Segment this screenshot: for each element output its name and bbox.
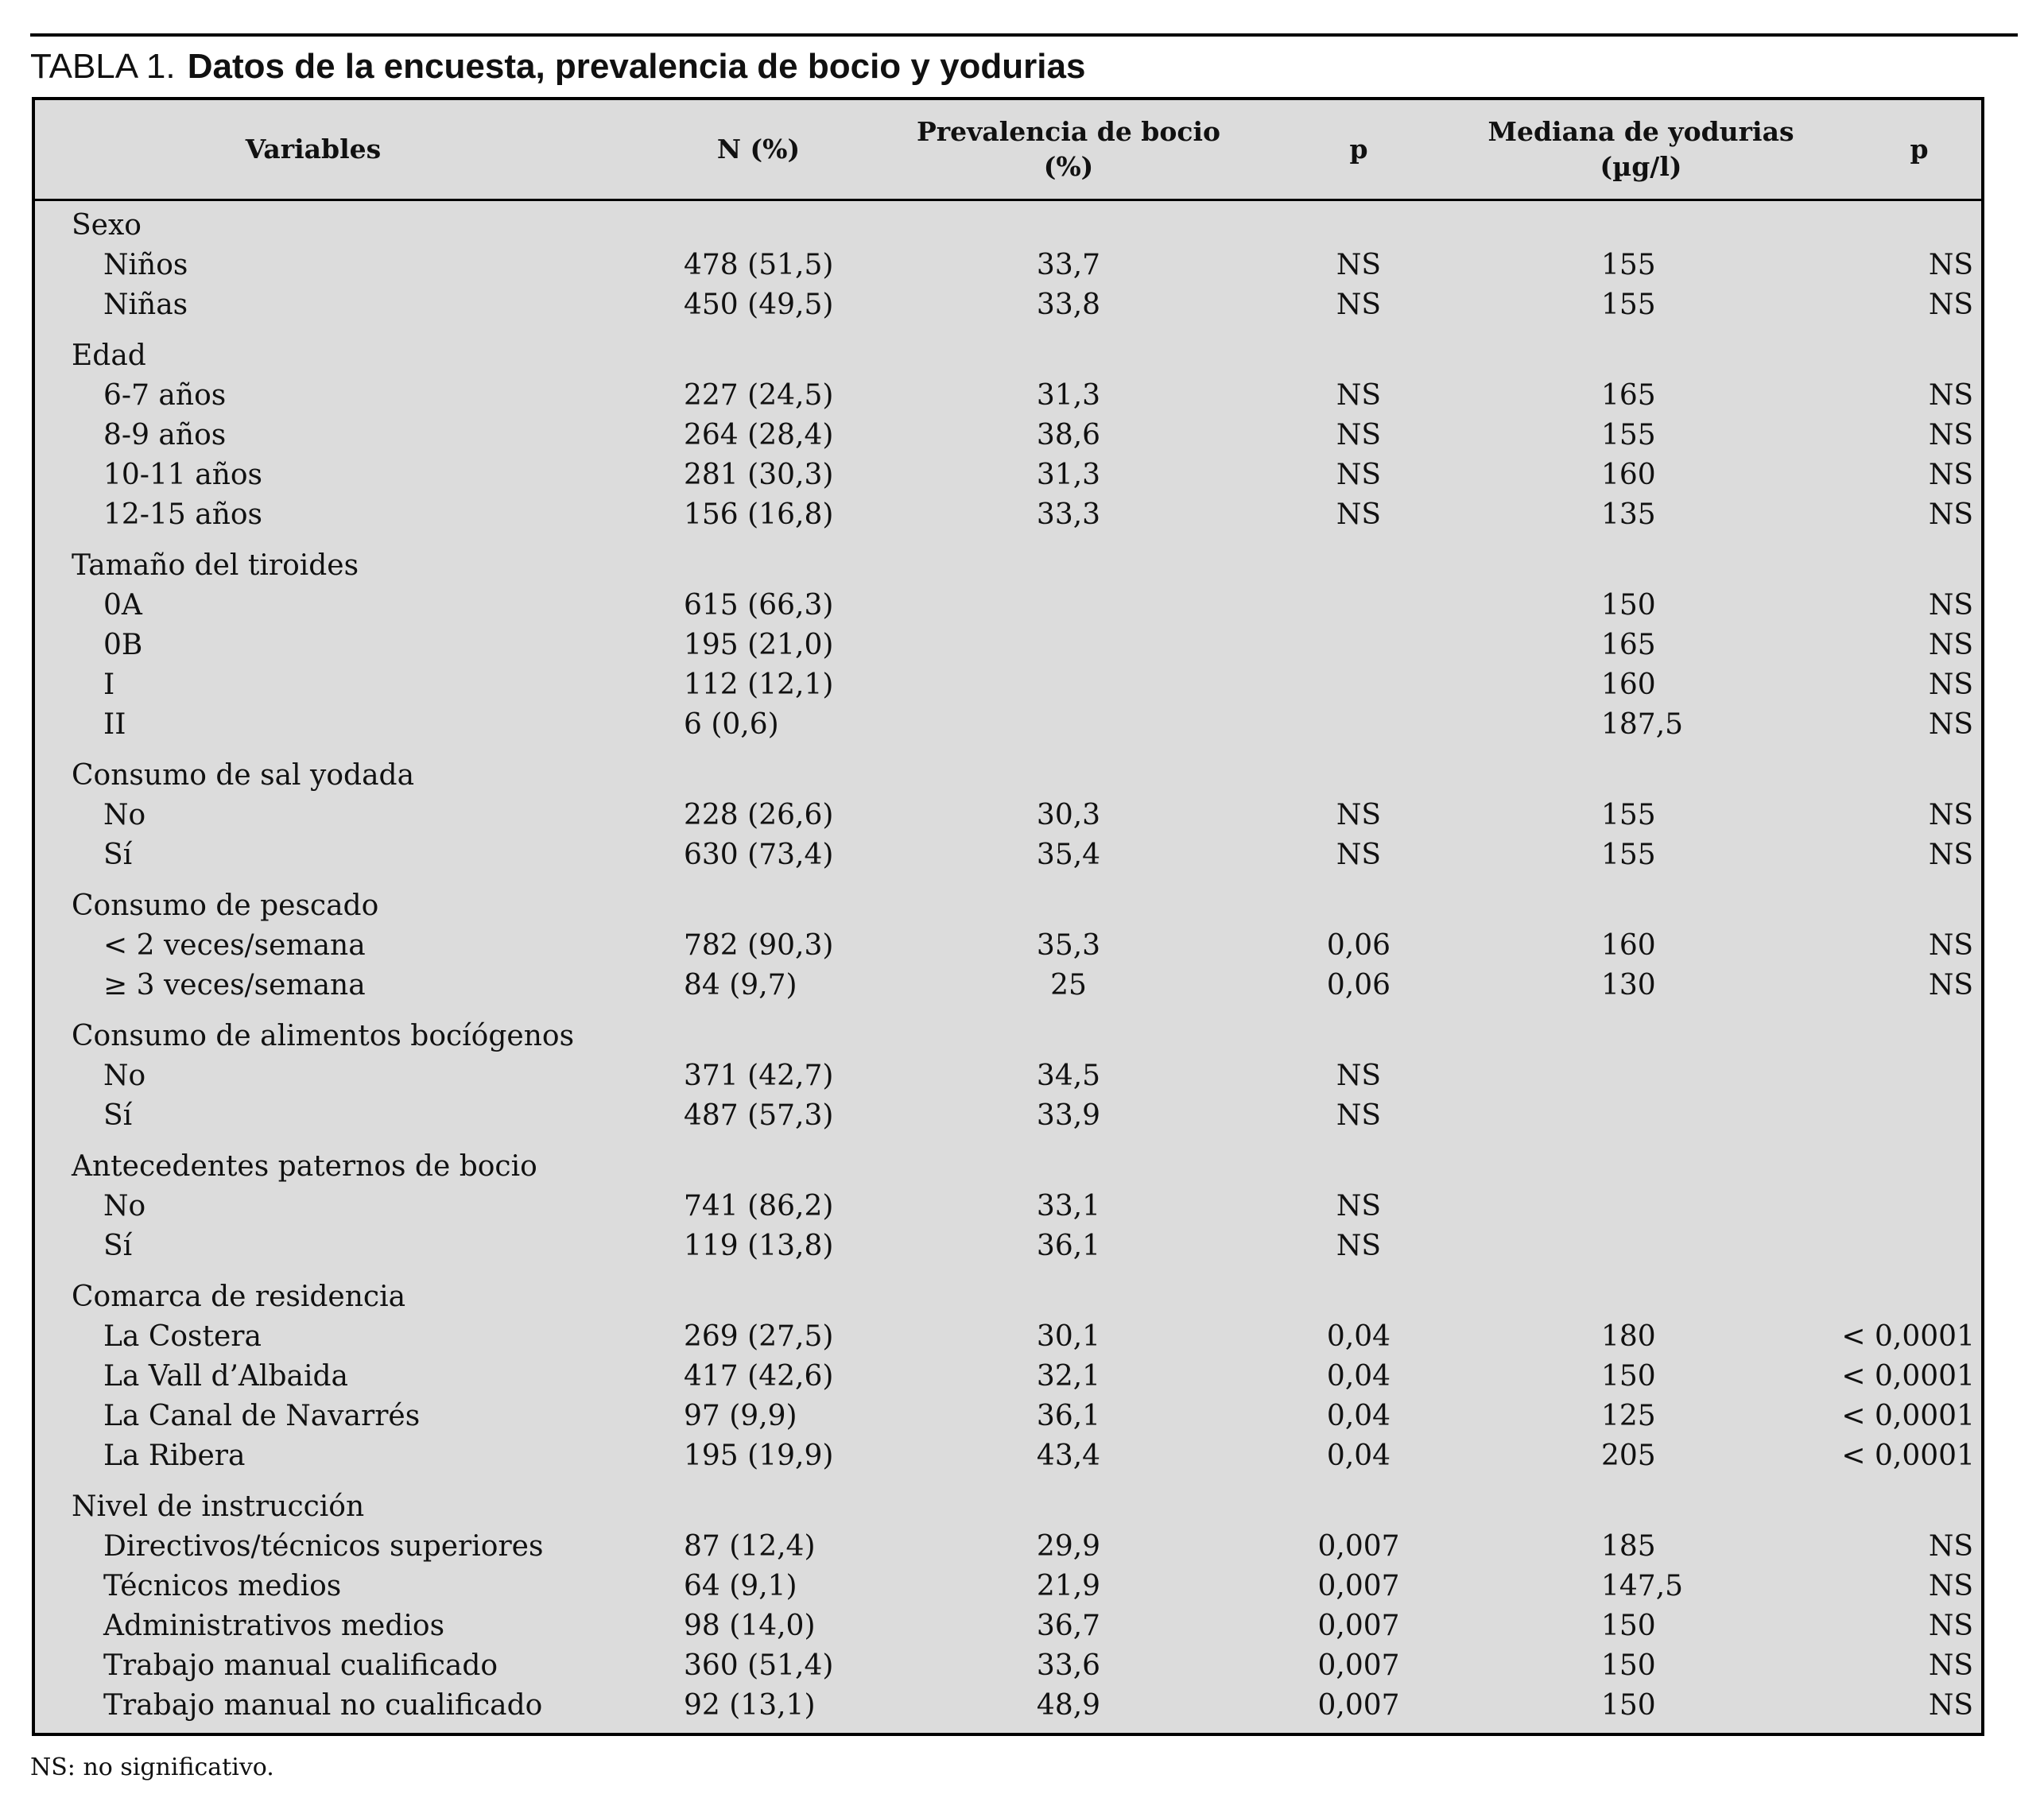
cell-median: 147,5: [1601, 1570, 1684, 1602]
cell-median: 185: [1601, 1530, 1656, 1563]
cell-p-prevalence: 0,04: [1326, 1360, 1391, 1393]
table-caption: [30, 43, 1085, 91]
cell-prevalence: 21,9: [1036, 1570, 1101, 1602]
row-label: Sí: [103, 839, 133, 871]
table-row: [35, 1187, 1981, 1226]
row-label: Niñas: [103, 289, 188, 321]
cell-p-prevalence: 0,007: [1317, 1610, 1400, 1642]
cell-p-median: < 0,0001: [1841, 1360, 1975, 1393]
cell-n: 487 (57,3): [684, 1099, 834, 1132]
cell-median: 155: [1601, 289, 1656, 321]
group-title: Comarca de residencia: [72, 1281, 406, 1313]
group-title: Consumo de alimentos bocíógenos: [72, 1020, 575, 1052]
cell-median: 155: [1601, 419, 1656, 451]
cell-prevalence: 38,6: [1036, 419, 1101, 451]
cell-n: 615 (66,3): [684, 589, 834, 622]
table-row: [35, 376, 1981, 416]
cell-p-median: NS: [1928, 419, 1974, 451]
cell-p-prevalence: [1275, 665, 1442, 705]
cell-median: 160: [1601, 668, 1656, 701]
cell-median: 150: [1601, 1689, 1656, 1722]
cell-n: 195 (19,9): [684, 1440, 834, 1472]
cell-prevalence: 33,9: [1036, 1099, 1101, 1132]
cell-p-median: < 0,0001: [1841, 1440, 1975, 1472]
row-label: 6-7 años: [103, 379, 227, 412]
cell-p-median: NS: [1928, 498, 1974, 531]
table-title: Datos de la encuesta, prevalencia de bocio y yodurias: [187, 47, 1086, 86]
cell-median: 155: [1601, 249, 1656, 281]
table-row: [35, 1686, 1981, 1726]
cell-n: 6 (0,6): [684, 708, 779, 741]
header-p2: p: [1910, 134, 1929, 165]
table-row: [35, 626, 1981, 665]
table-row: [35, 1357, 1981, 1397]
cell-prevalence: 48,9: [1036, 1689, 1101, 1722]
cell-n: 269 (27,5): [684, 1320, 834, 1353]
cell-prevalence: 30,3: [1036, 799, 1101, 831]
cell-p-prevalence: [1275, 626, 1442, 665]
cell-p-prevalence: NS: [1336, 1230, 1382, 1262]
cell-p-prevalence: NS: [1336, 1099, 1382, 1132]
table-row: [35, 1436, 1981, 1476]
cell-median: 160: [1601, 459, 1656, 491]
row-label: 10-11 años: [103, 459, 263, 491]
cell-p-prevalence: 0,04: [1326, 1400, 1391, 1432]
cell-n: 478 (51,5): [684, 249, 834, 281]
cell-prevalence: 32,1: [1036, 1360, 1101, 1393]
table-row: [35, 246, 1981, 285]
header-variables: Variables: [245, 134, 382, 165]
cell-n: 195 (21,0): [684, 629, 834, 661]
cell-median: 165: [1601, 379, 1656, 412]
table-row: [35, 455, 1981, 495]
cell-p-prevalence: NS: [1336, 1060, 1382, 1092]
cell-median: 130: [1601, 969, 1656, 1002]
cell-n: 227 (24,5): [684, 379, 834, 412]
cell-n: 371 (42,7): [684, 1060, 834, 1092]
table-row: [35, 926, 1981, 966]
cell-p-median: NS: [1928, 708, 1974, 741]
cell-median: 135: [1601, 498, 1656, 531]
cell-median: 187,5: [1601, 708, 1684, 741]
cell-prevalence: 33,3: [1036, 498, 1101, 531]
cell-median: 155: [1601, 799, 1656, 831]
row-label: ≥ 3 veces/semana: [103, 969, 366, 1002]
cell-p-median: NS: [1928, 1530, 1974, 1563]
cell-p-median: NS: [1928, 1649, 1974, 1682]
table-row: [35, 665, 1981, 705]
cell-prevalence: 31,3: [1036, 379, 1101, 412]
cell-prevalence: [989, 586, 1148, 626]
cell-p-median: [1816, 1187, 1975, 1226]
cell-n: 156 (16,8): [684, 498, 834, 531]
cell-p-median: NS: [1928, 459, 1974, 491]
cell-n: 84 (9,7): [684, 969, 797, 1002]
group-title: Tamaño del tiroides: [72, 549, 359, 582]
cell-median: 150: [1601, 1649, 1656, 1682]
cell-n: 64 (9,1): [684, 1570, 797, 1602]
table-row: [35, 1056, 1981, 1096]
cell-p-median: NS: [1928, 929, 1974, 962]
row-label: < 2 veces/semana: [103, 929, 366, 962]
table-row: [35, 1567, 1981, 1606]
group-title: Consumo de pescado: [72, 889, 379, 922]
table-row: [35, 416, 1981, 455]
table-row: [35, 966, 1981, 1006]
cell-p-median: NS: [1928, 1610, 1974, 1642]
cell-prevalence: 31,3: [1036, 459, 1101, 491]
cell-prevalence: [989, 665, 1148, 705]
cell-p-median: NS: [1928, 668, 1974, 701]
cell-p-median: NS: [1928, 629, 1974, 661]
cell-p-prevalence: NS: [1336, 839, 1382, 871]
cell-prevalence: 33,8: [1036, 289, 1101, 321]
table-row: [35, 495, 1981, 535]
cell-median: 155: [1601, 839, 1656, 871]
row-label: Niños: [103, 249, 188, 281]
row-label: Trabajo manual cualificado: [103, 1649, 498, 1682]
cell-n: 228 (26,6): [684, 799, 834, 831]
row-label: Administrativos medios: [103, 1610, 445, 1642]
cell-prevalence: 25: [1050, 969, 1087, 1002]
cell-p-prevalence: 0,06: [1326, 969, 1391, 1002]
cell-n: 119 (13,8): [684, 1230, 834, 1262]
cell-p-prevalence: NS: [1336, 799, 1382, 831]
cell-p-median: [1816, 1056, 1975, 1096]
cell-prevalence: 33,6: [1036, 1649, 1101, 1682]
cell-prevalence: 33,7: [1036, 249, 1101, 281]
cell-prevalence: 36,1: [1036, 1400, 1101, 1432]
cell-n: 98 (14,0): [684, 1610, 816, 1642]
row-label: Sí: [103, 1230, 133, 1262]
table-label: TABLA 1.: [30, 47, 176, 86]
cell-n: 417 (42,6): [684, 1360, 834, 1393]
cell-n: 360 (51,4): [684, 1649, 834, 1682]
cell-p-median: NS: [1928, 1570, 1974, 1602]
cell-prevalence: 36,7: [1036, 1610, 1101, 1642]
cell-prevalence: 35,3: [1036, 929, 1101, 962]
row-label: La Vall d’Albaida: [103, 1360, 348, 1393]
cell-p-median: [1816, 1226, 1975, 1266]
cell-n: 264 (28,4): [684, 419, 834, 451]
row-label: 0B: [103, 629, 143, 661]
table-row: [35, 1226, 1981, 1266]
group-title: Edad: [72, 339, 146, 372]
cell-n: 630 (73,4): [684, 839, 834, 871]
cell-median: 150: [1601, 1610, 1656, 1642]
cell-prevalence: [989, 626, 1148, 665]
row-label: La Costera: [103, 1320, 262, 1353]
header-median: Mediana de yodurias (µg/l): [1487, 116, 1794, 182]
table-row: [35, 796, 1981, 835]
cell-p-prevalence: 0,06: [1326, 929, 1391, 962]
cell-p-prevalence: NS: [1336, 419, 1382, 451]
cell-p-prevalence: NS: [1336, 249, 1382, 281]
group-title: Consumo de sal yodada: [72, 759, 415, 792]
cell-prevalence: [989, 705, 1148, 745]
cell-p-prevalence: NS: [1336, 1190, 1382, 1223]
table-row: [35, 1096, 1981, 1136]
cell-p-median: NS: [1928, 589, 1974, 622]
cell-prevalence: 36,1: [1036, 1230, 1101, 1262]
cell-p-prevalence: 0,007: [1317, 1689, 1400, 1722]
cell-p-median: [1816, 1096, 1975, 1136]
cell-n: 281 (30,3): [684, 459, 834, 491]
cell-p-median: < 0,0001: [1841, 1320, 1975, 1353]
header-p1: p: [1349, 134, 1368, 165]
cell-p-median: NS: [1928, 1689, 1974, 1722]
row-label: La Canal de Navarrés: [103, 1400, 421, 1432]
row-label: No: [103, 1190, 146, 1223]
cell-median: 165: [1601, 629, 1656, 661]
cell-p-median: NS: [1928, 249, 1974, 281]
footnote: NS: no significativo.: [30, 1753, 274, 1781]
cell-p-median: < 0,0001: [1841, 1400, 1975, 1432]
row-label: Sí: [103, 1099, 133, 1132]
cell-p-prevalence: 0,007: [1317, 1649, 1400, 1682]
cell-n: 97 (9,9): [684, 1400, 797, 1432]
table-row: [35, 1606, 1981, 1646]
cell-median: 125: [1601, 1400, 1656, 1432]
table-row: [35, 705, 1981, 745]
cell-p-prevalence: NS: [1336, 498, 1382, 531]
table-header: [35, 100, 1981, 201]
cell-p-median: NS: [1928, 839, 1974, 871]
row-label: La Ribera: [103, 1440, 246, 1472]
cell-n: 741 (86,2): [684, 1190, 834, 1223]
row-label: Directivos/técnicos superiores: [103, 1530, 544, 1563]
group-title: Antecedentes paternos de bocio: [72, 1150, 537, 1183]
cell-median: [1577, 1096, 1705, 1136]
row-label: No: [103, 799, 146, 831]
group-title: Nivel de instrucción: [72, 1490, 365, 1523]
cell-p-prevalence: NS: [1336, 459, 1382, 491]
cell-n: 450 (49,5): [684, 289, 834, 321]
cell-p-prevalence: 0,007: [1317, 1530, 1400, 1563]
header-n: N (%): [716, 134, 801, 165]
cell-median: 150: [1601, 589, 1656, 622]
cell-prevalence: 43,4: [1036, 1440, 1101, 1472]
row-label: II: [103, 708, 126, 741]
table-row: [35, 285, 1981, 325]
cell-p-median: NS: [1928, 799, 1974, 831]
cell-p-prevalence: 0,04: [1326, 1440, 1391, 1472]
table-row: [35, 1397, 1981, 1436]
row-label: No: [103, 1060, 146, 1092]
cell-p-median: NS: [1928, 379, 1974, 412]
cell-prevalence: 34,5: [1036, 1060, 1101, 1092]
cell-n: 87 (12,4): [684, 1530, 816, 1563]
cell-median: [1577, 1226, 1705, 1266]
cell-prevalence: 30,1: [1036, 1320, 1101, 1353]
header-prevalence: Prevalencia de bocio (%): [916, 116, 1221, 182]
row-label: Trabajo manual no cualificado: [103, 1689, 543, 1722]
top-rule: [30, 33, 2018, 37]
table-row: [35, 835, 1981, 875]
table-row: [35, 1646, 1981, 1686]
table-row: [35, 1317, 1981, 1357]
cell-n: 92 (13,1): [684, 1689, 816, 1722]
row-label: 0A: [103, 589, 142, 622]
table-row: [35, 1527, 1981, 1567]
row-label: Técnicos medios: [103, 1570, 342, 1602]
cell-median: 150: [1601, 1360, 1656, 1393]
cell-p-median: NS: [1928, 289, 1974, 321]
group-title: Sexo: [72, 209, 142, 242]
data-table: [32, 97, 1984, 1736]
cell-median: 180: [1601, 1320, 1656, 1353]
cell-median: [1577, 1187, 1705, 1226]
cell-p-prevalence: 0,007: [1317, 1570, 1400, 1602]
cell-median: 160: [1601, 929, 1656, 962]
cell-median: 205: [1601, 1440, 1656, 1472]
cell-p-median: NS: [1928, 969, 1974, 1002]
table-row: [35, 586, 1981, 626]
cell-prevalence: 29,9: [1036, 1530, 1101, 1563]
cell-p-prevalence: [1275, 586, 1442, 626]
cell-p-prevalence: 0,04: [1326, 1320, 1391, 1353]
cell-n: 112 (12,1): [684, 668, 834, 701]
row-label: I: [103, 668, 115, 701]
cell-prevalence: 35,4: [1036, 839, 1101, 871]
cell-prevalence: 33,1: [1036, 1190, 1101, 1223]
row-label: 8-9 años: [103, 419, 227, 451]
cell-median: [1577, 1056, 1705, 1096]
cell-p-prevalence: NS: [1336, 289, 1382, 321]
cell-n: 782 (90,3): [684, 929, 834, 962]
row-label: 12-15 años: [103, 498, 263, 531]
cell-p-prevalence: [1275, 705, 1442, 745]
cell-p-prevalence: NS: [1336, 379, 1382, 412]
